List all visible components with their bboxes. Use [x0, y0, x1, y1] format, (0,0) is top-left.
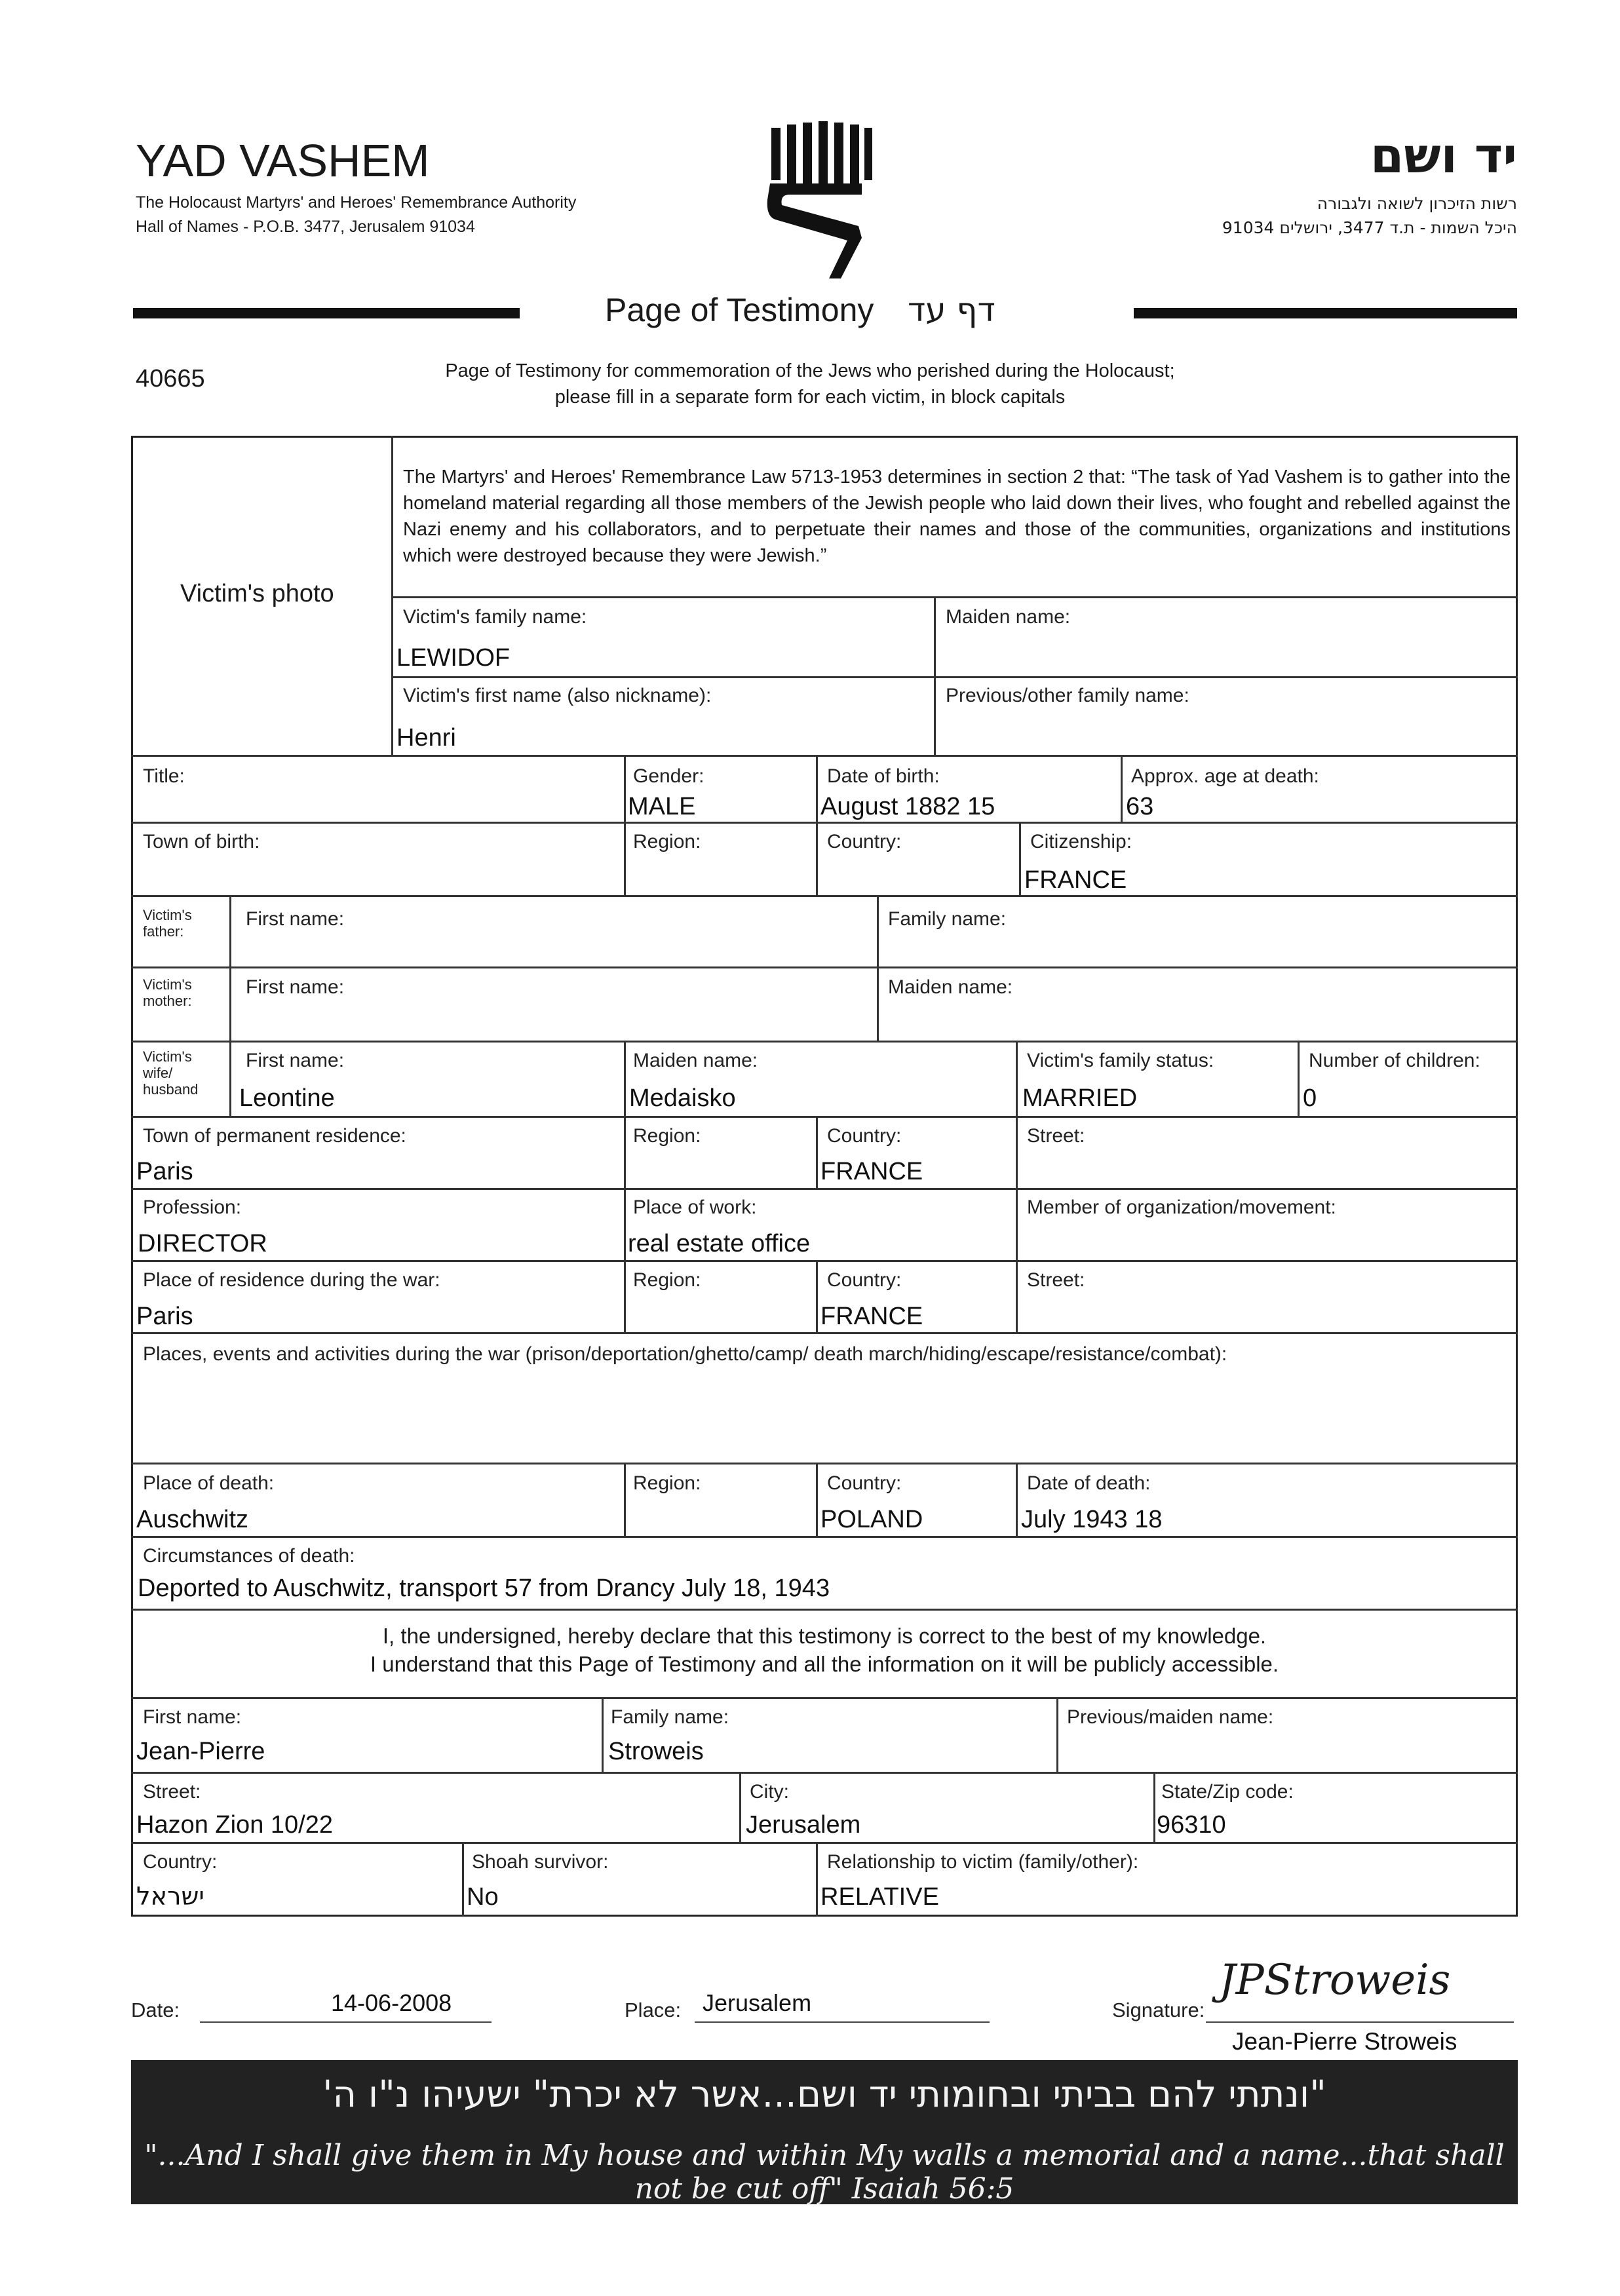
grid-vline [739, 1772, 741, 1844]
submitter-zip-label: State/Zip code: [1161, 1781, 1294, 1803]
photo-label: Victim's photo [180, 580, 334, 607]
death-date[interactable]: July 1943 18 [1021, 1506, 1163, 1533]
victim-gender[interactable]: MALE [628, 793, 696, 820]
war-residence[interactable]: Paris [136, 1303, 193, 1330]
grid-hline [131, 1260, 1518, 1262]
victim-family-name-label: Victim's family name: [403, 606, 587, 628]
family-status[interactable]: MARRIED [1022, 1084, 1138, 1112]
submitter-prev-label: Previous/maiden name: [1067, 1706, 1274, 1728]
signature: JPStroweis [1219, 1956, 1451, 2004]
relationship[interactable]: RELATIVE [820, 1883, 939, 1911]
footer-date[interactable]: 14-06-2008 [331, 1989, 452, 2016]
death-region-label: Region: [633, 1472, 701, 1494]
signature-label: Signature: [1112, 1999, 1205, 2021]
death-date-label: Date of death: [1027, 1472, 1151, 1494]
header-rule-left [133, 308, 520, 318]
victim-prev-family-label: Previous/other family name: [946, 685, 1189, 706]
org-sub-en-2: Hall of Names - P.O.B. 3477, Jerusalem 91034 [136, 218, 475, 236]
family-status-label: Victim's family status: [1027, 1050, 1214, 1071]
org-sub-en-1: The Holocaust Martyrs' and Heroes' Remembrance Authority [136, 193, 577, 212]
page-title-he: דף עד [908, 291, 995, 329]
date-label: Date: [131, 1999, 180, 2021]
grid-vline [1016, 1463, 1018, 1536]
citizenship[interactable]: FRANCE [1024, 866, 1127, 894]
grid-vline [624, 755, 626, 895]
survivor[interactable]: No [467, 1883, 499, 1911]
victim-maiden-name-label: Maiden name: [946, 606, 1071, 628]
grid-vline [1298, 1041, 1300, 1118]
birth-region-label: Region: [633, 831, 701, 852]
grid-hline [131, 1536, 1518, 1538]
victim-dob[interactable]: August 1882 15 [820, 793, 995, 820]
residence-country[interactable]: FRANCE [820, 1158, 923, 1185]
victim-first-name[interactable]: Henri [396, 724, 456, 752]
mother-maiden-name-label: Maiden name: [888, 976, 1013, 998]
grid-hline [131, 1188, 1518, 1190]
grid-vline [816, 1116, 818, 1188]
residence-street-label: Street: [1027, 1125, 1085, 1147]
grid-vline [229, 895, 231, 1044]
submitter-street[interactable]: Hazon Zion 10/22 [136, 1811, 333, 1839]
law-rule [391, 596, 1518, 598]
submitter-family-name-label: Family name: [611, 1706, 729, 1728]
grid-vline [816, 1463, 818, 1536]
victim-dob-label: Date of birth: [827, 765, 940, 787]
victim-title-label: Title: [143, 765, 185, 787]
victim-age-label: Approx. age at death: [1131, 765, 1319, 787]
citizenship-label: Citizenship: [1030, 831, 1132, 852]
verse-en: "...And I shall give them in My house and within My walls a memorial and a name...that shall not be cut off" Isaiah 56:5 [144, 2139, 1505, 2206]
org-sub-he-2: היכל השמות - ת.ד 3477, ירושלים 91034 [1222, 218, 1517, 237]
submitter-street-label: Street: [143, 1781, 201, 1803]
grid-hline [131, 755, 1518, 757]
mother-row-label: Victim's mother: [143, 976, 192, 1009]
profession[interactable]: DIRECTOR [138, 1230, 267, 1257]
date-line [200, 2021, 492, 2023]
death-place-label: Place of death: [143, 1472, 275, 1494]
residence-town-label: Town of permanent residence: [143, 1125, 406, 1147]
law-text: The Martyrs' and Heroes' Remembrance Law 5713-1953 determines in section 2 that: “The task of Yad Vashem is to gather into the homeland material regarding all those members of the Jewish people who laid down their lives, who fought and rebelled against the Nazi enemy and his collaborators, and to perpetuate their names and those of the communities, organizations and institutions which were destroyed because they were Jewish.” [403, 467, 1511, 566]
grid-hline [131, 1842, 1518, 1844]
workplace[interactable]: real estate office [628, 1230, 811, 1257]
father-first-name-label: First name: [246, 908, 345, 930]
yad-vashem-logo [763, 121, 875, 285]
spouse-row-label-3: husband [143, 1081, 199, 1098]
spouse-row-label-1: Victim's [143, 1048, 192, 1065]
death-country[interactable]: POLAND [820, 1506, 923, 1533]
grid-hline [131, 1463, 1518, 1464]
death-circ[interactable]: Deported to Auschwitz, transport 57 from Drancy July 18, 1943 [138, 1575, 830, 1602]
submitter-city-label: City: [750, 1781, 789, 1803]
war-events-label: Places, events and activities during the war (prison/deportation/ghetto/camp/ death march/hiding/escape/resistance/combat): [143, 1343, 1227, 1365]
spouse-first-name[interactable]: Leontine [239, 1084, 335, 1112]
header-rule-right [1134, 308, 1517, 318]
place-line [695, 2021, 990, 2023]
grid-hline [131, 895, 1518, 897]
grid-vline [816, 1842, 818, 1917]
spouse-maiden-name[interactable]: Medaisko [629, 1084, 736, 1112]
signature-name: Jean-Pierre Stroweis [1232, 2028, 1457, 2055]
grid-vline [816, 755, 818, 895]
grid-hline [131, 1332, 1518, 1334]
grid-vline [1016, 1041, 1018, 1118]
mother-first-name-label: First name: [246, 976, 345, 998]
residence-region-label: Region: [633, 1125, 701, 1147]
grid-vline [229, 1041, 231, 1118]
war-street-label: Street: [1027, 1269, 1085, 1291]
grid-vline [1016, 1116, 1018, 1333]
submitter-zip[interactable]: 96310 [1157, 1811, 1226, 1839]
survivor-label: Shoah survivor: [472, 1851, 609, 1873]
grid-hline [131, 966, 1518, 968]
war-country[interactable]: FRANCE [820, 1303, 923, 1330]
spouse-first-name-label: First name: [246, 1050, 345, 1071]
org-name-he: יד ושם [1370, 128, 1517, 184]
residence-town[interactable]: Paris [136, 1158, 193, 1185]
victim-age[interactable]: 63 [1126, 793, 1154, 820]
town-birth-label: Town of birth: [143, 831, 260, 852]
grid-vline [624, 1463, 626, 1536]
war-residence-label: Place of residence during the war: [143, 1269, 440, 1291]
death-place[interactable]: Auschwitz [136, 1506, 249, 1533]
grid-vline [602, 1697, 604, 1774]
grid-vline [624, 1041, 626, 1118]
submitter-first-name-label: First name: [143, 1706, 242, 1728]
grid-hline [131, 1609, 1518, 1611]
spouse-row-label-2: wife/ [143, 1065, 173, 1081]
relationship-label: Relationship to victim (family/other): [827, 1851, 1139, 1873]
birth-country-label: Country: [827, 831, 902, 852]
grid-vline [816, 1260, 818, 1333]
grid-hline [131, 1116, 1518, 1118]
signature-line [1206, 2021, 1514, 2023]
verse-banner [131, 2060, 1518, 2204]
grid-vline [624, 1116, 626, 1333]
place-label: Place: [625, 1999, 682, 2021]
grid-hline [131, 1772, 1518, 1774]
residence-country-label: Country: [827, 1125, 902, 1147]
victim-gender-label: Gender: [633, 765, 704, 787]
grid-vline [462, 1842, 464, 1917]
grid-vline [1019, 822, 1021, 895]
children[interactable]: 0 [1303, 1084, 1317, 1112]
instructions-2: please fill in a separate form for each victim, in block capitals [554, 387, 1066, 408]
declaration-1: I, the undersigned, hereby declare that this testimony is correct to the best of my knowledge. [382, 1624, 1267, 1648]
grid-hline [131, 1697, 1518, 1699]
submitter-country[interactable]: ישראל [136, 1882, 204, 1911]
father-row-label: Victim's father: [143, 907, 192, 940]
grid-vline [1056, 1697, 1058, 1774]
children-label: Number of children: [1309, 1050, 1480, 1071]
death-country-label: Country: [827, 1472, 902, 1494]
workplace-label: Place of work: [633, 1196, 757, 1218]
submitter-family-name[interactable]: Stroweis [608, 1738, 704, 1765]
father-family-name-label: Family name: [888, 908, 1007, 930]
spouse-maiden-name-label: Maiden name: [633, 1050, 758, 1071]
victim-family-name[interactable]: LEWIDOF [396, 644, 511, 672]
war-region-label: Region: [633, 1269, 701, 1291]
footer-place[interactable]: Jerusalem [703, 1989, 812, 2016]
submitter-city[interactable]: Jerusalem [746, 1811, 861, 1839]
member-label: Member of organization/movement: [1027, 1196, 1336, 1218]
victim-first-name-label: Victim's first name (also nickname): [403, 685, 712, 706]
war-country-label: Country: [827, 1269, 902, 1291]
instructions-1: Page of Testimony for commemoration of the Jews who perished during the Holocaust; [445, 360, 1175, 381]
grid-vline [1153, 1772, 1155, 1844]
form-number: 40665 [136, 365, 205, 392]
submitter-country-label: Country: [143, 1851, 218, 1873]
death-circ-label: Circumstances of death: [143, 1545, 355, 1567]
grid-hline [131, 1041, 1518, 1043]
grid-hline [391, 676, 1518, 678]
grid-hline [131, 822, 1518, 824]
submitter-first-name[interactable]: Jean-Pierre [136, 1738, 265, 1765]
verse-he: "ונתתי להם בביתי ובחומותי יד ושם...אשר לא יכרת" ישעיהו נ"ו ה' [322, 2073, 1326, 2116]
org-name-en: YAD VASHEM [136, 135, 430, 186]
page-title: Page of Testimony [605, 292, 874, 328]
profession-label: Profession: [143, 1196, 242, 1218]
grid-vline [1121, 755, 1123, 822]
declaration-2: I understand that this Page of Testimony and all the information on it will be publicly accessible. [370, 1652, 1279, 1676]
org-sub-he-1: רשות הזיכרון לשואה ולגבורה [1317, 194, 1517, 213]
